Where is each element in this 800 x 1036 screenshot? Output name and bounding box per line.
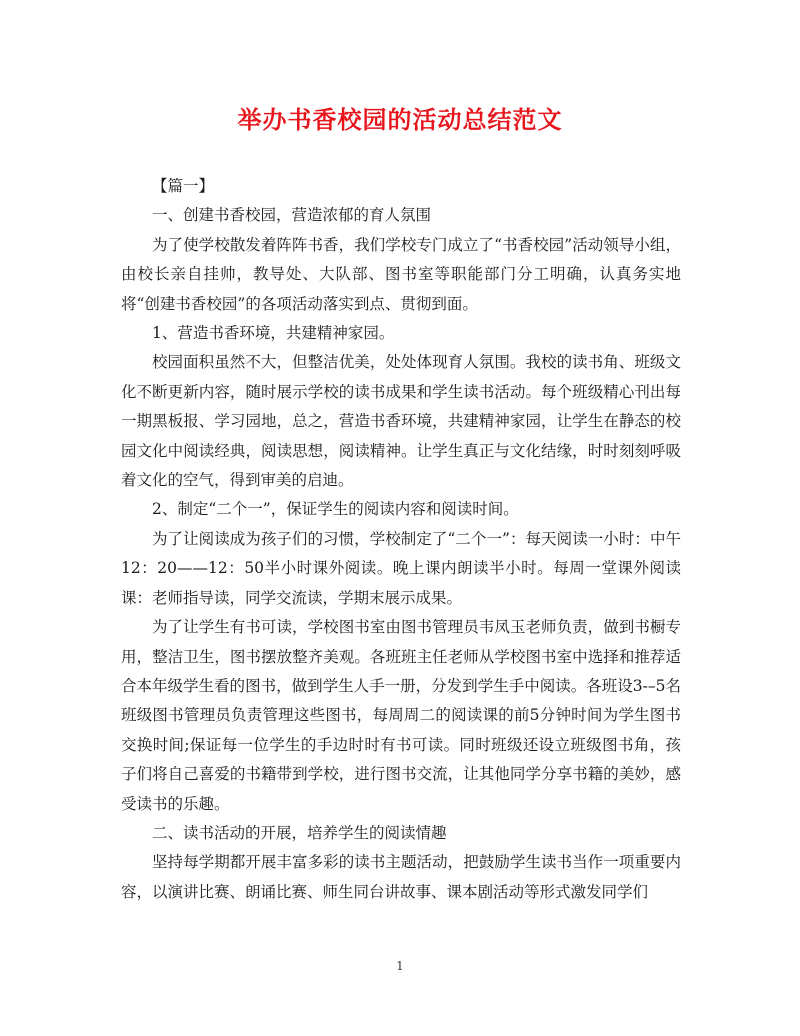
subheading-1: 1、营造书香环境，共建精神家园。	[152, 324, 395, 343]
body-paragraph: 校园面积虽然不大，但整洁优美，处处体现育人氛围。我校的读书角、班级文化不断更新内容，随时展示学校的读书成果和学生读书活动。每个班级精心刊出每一期黑板报、学习园地，总之，营造书香环境，共建精神家园，让学生在静态的校园文化中阅读经典，阅读思想，阅读精神。让学生真正与文化结缘，时时刻刻呼吸着文化的空气，得到审美的启迪。	[121, 353, 681, 490]
body-paragraph: 为了使学校散发着阵阵书香，我们学校专门成立了“书香校园”活动领导小组，由校长亲自挂帅，教导处、大队部、图书室等职能部门分工明确，认真务实地将“创建书香校园”的各项活动落实到点、贯彻到面。	[121, 235, 681, 313]
page-number: 1	[396, 959, 404, 973]
document-body	[121, 172, 681, 907]
section-heading-2: 二、读书活动的开展，培养学生的阅读情趣	[152, 823, 447, 842]
subheading-2: 2、制定“二个一”，保证学生的阅读内容和阅读时间。	[152, 500, 519, 519]
body-paragraph: 为了让阅读成为孩子们的习惯，学校制定了“二个一”：每天阅读一小时：中午12：20——12：50半小时课外阅读。晚上课内朗读半小时。每周一堂课外阅读课：老师指导读，同学交流读，学期末展示成果。	[121, 529, 681, 607]
body-paragraph: 为了让学生有书可读，学校图书室由图书管理员韦凤玉老师负责，做到书橱专用，整洁卫生，图书摆放整齐美观。各班班主任老师从学校图书室中选择和推荐适合本年级学生看的图书，做到学生人手一册，分发到学生手中阅读。各班设3-–5名班级图书管理员负责管理这些图书，每周周二的阅读课的前5分钟时间为学生图书交换时间;保证每一位学生的手边时时有书可读。同时班级还设立班级图书角，孩子们将自己喜爱的书籍带到学校，进行图书交流，让其他同学分享书籍的美妙，感受读书的乐趣。	[121, 618, 681, 813]
body-paragraph: 坚持每学期都开展丰富多彩的读书主题活动，把鼓励学生读书当作一项重要内容，以演讲比赛、朗诵比赛、师生同台讲故事、课本剧活动等形式激发同学们	[121, 853, 681, 901]
document-title: 举办书香校园的活动总结范文	[237, 105, 563, 134]
section-marker: 【篇一】	[152, 177, 215, 195]
section-heading-1: 一、创建书香校园，营造浓郁的育人氛围	[152, 206, 432, 225]
